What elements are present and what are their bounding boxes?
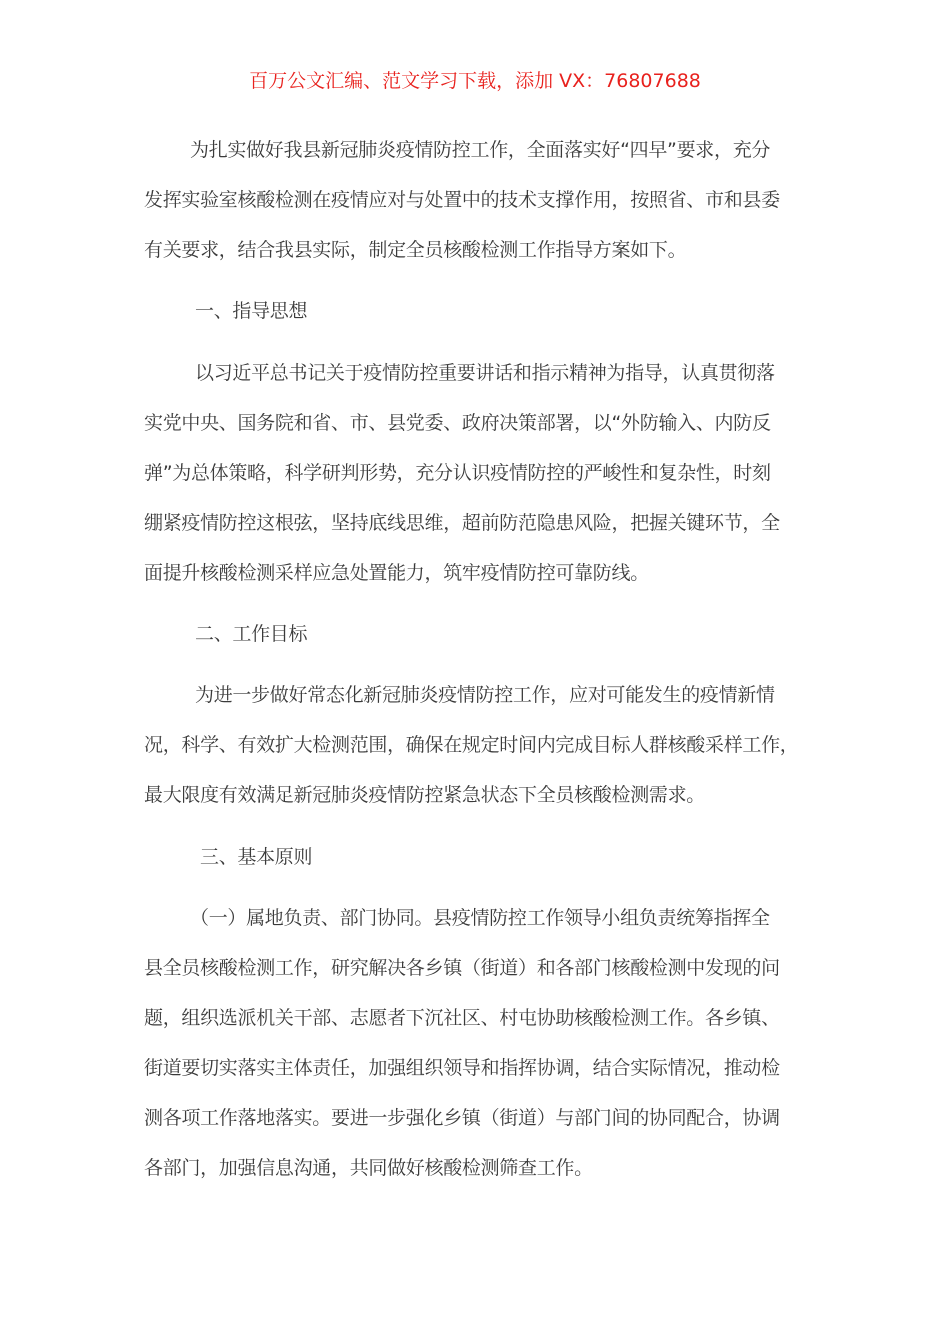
text-line: 有关要求，结合我县实际，制定全员核酸检测工作指导方案如下。	[144, 239, 687, 261]
text-line: 为扎实做好我县新冠肺炎疫情防控工作，全面落实好“四早”要求，充分	[190, 139, 771, 161]
text-line: 绷紧疫情防控这根弦，坚持底线思维，超前防范隐患风险，把握关键环节，全	[144, 512, 780, 534]
text-line: 况，科学、有效扩大检测范围，确保在规定时间内完成目标人群核酸采样工作，	[144, 734, 799, 756]
text-line: 各部门，加强信息沟通，共同做好核酸检测筛查工作。	[144, 1157, 593, 1179]
text-line: 发挥实验室核酸检测在疫情应对与处置中的技术支撑作用，按照省、市和县委	[144, 189, 780, 211]
text-line: 面提升核酸检测采样应急处置能力，筑牢疫情防控可靠防线。	[144, 562, 649, 584]
text-line: 街道要切实落实主体责任，加强组织领导和指挥协调，结合实际情况，推动检	[144, 1057, 780, 1079]
text-line: 最大限度有效满足新冠肺炎疫情防控紧急状态下全员核酸检测需求。	[144, 784, 706, 806]
text-line: 测各项工作落地落实。要进一步强化乡镇（街道）与部门间的协同配合，协调	[144, 1107, 780, 1129]
text-line: 为进一步做好常态化新冠肺炎疫情防控工作，应对可能发生的疫情新情	[195, 684, 775, 706]
text-line: 以习近平总书记关于疫情防控重要讲话和指示精神为指导，认真贯彻落	[195, 362, 775, 384]
text-line: （一）属地负责、部门协同。县疫情防控工作领导小组负责统筹指挥全	[190, 907, 770, 929]
text-line: 县全员核酸检测工作，研究解决各乡镇（街道）和各部门核酸检测中发现的问	[144, 957, 780, 979]
text-line: 弹”为总体策略，科学研判形势，充分认识疫情防控的严峻性和复杂性，时刻	[144, 462, 771, 484]
text-line: 实党中央、国务院和省、市、县党委、政府决策部署，以“外防输入、内防反	[144, 412, 771, 434]
section-heading-2: 二、工作目标	[195, 623, 308, 645]
section-heading-1: 一、指导思想	[195, 300, 308, 322]
section-heading-3: 三、基本原则	[200, 846, 313, 868]
text-line: 题，组织选派机关干部、志愿者下沉社区、村屯协助核酸检测工作。各乡镇、	[144, 1007, 780, 1029]
watermark-header: 百万公文汇编、范文学习下载，添加 VX：76807688	[249, 70, 701, 92]
